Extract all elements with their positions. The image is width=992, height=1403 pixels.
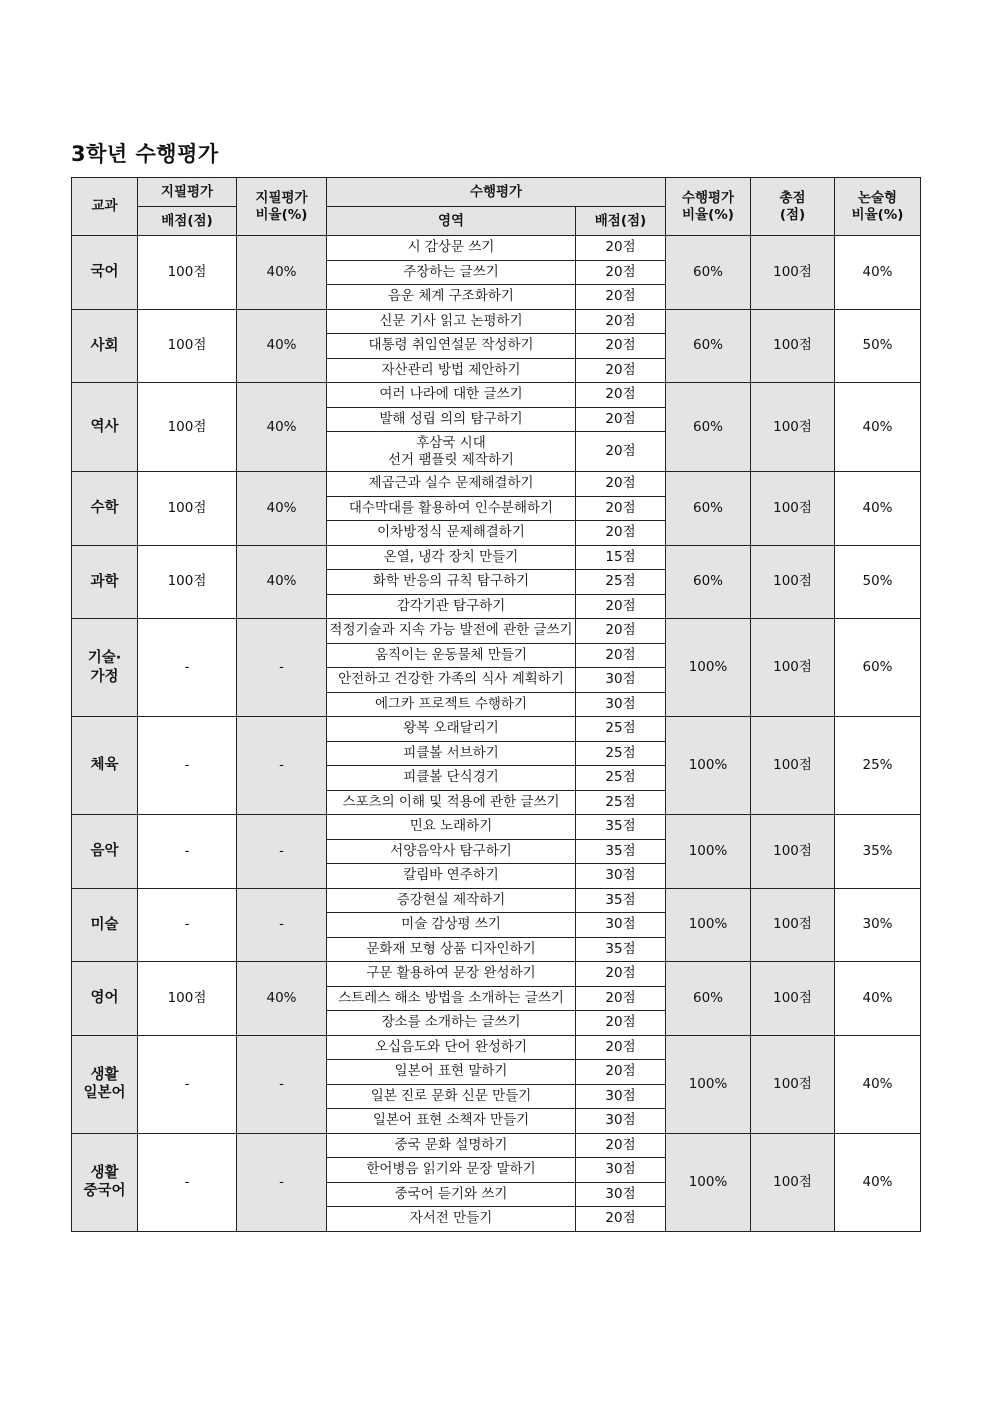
written-ratio: 40%	[237, 472, 327, 546]
subject-name	[72, 472, 138, 546]
essay-ratio: 40%	[835, 962, 921, 1036]
task-area-line: 대통령 취임연설문 작성하기	[368, 337, 534, 354]
task-area-line: 신문 기사 읽고 논평하기	[379, 312, 523, 329]
task-score: 35점	[576, 937, 666, 962]
task-score: 20점	[576, 260, 666, 285]
task-score: 20점	[576, 594, 666, 619]
task-area	[327, 407, 576, 432]
task-score: 20점	[576, 619, 666, 644]
performance-evaluation-table	[71, 177, 921, 1232]
task-area-line: 에그카 프로젝트 수행하기	[374, 695, 528, 712]
perf-ratio: 100%	[666, 619, 751, 717]
subject-name	[72, 815, 138, 889]
task-score: 20점	[576, 1060, 666, 1085]
task-area	[327, 521, 576, 546]
task-area	[327, 334, 576, 359]
total-score: 100점	[751, 236, 835, 310]
subject-name	[72, 619, 138, 717]
written-score: -	[138, 1035, 237, 1133]
task-area-line: 온열, 냉각 장치 만들기	[383, 548, 519, 565]
subject-name-line: 음악	[90, 843, 119, 860]
task-area	[327, 1158, 576, 1183]
header-subject: 교과	[72, 178, 138, 236]
task-score: 30점	[576, 692, 666, 717]
task-score: 20점	[576, 309, 666, 334]
subject-name	[72, 545, 138, 619]
task-area	[327, 358, 576, 383]
written-score: -	[138, 717, 237, 815]
task-area-line: 감각기관 탐구하기	[396, 597, 506, 614]
task-area	[327, 285, 576, 310]
header-written-eval: 지필평가	[138, 178, 237, 207]
written-score: -	[138, 1133, 237, 1231]
essay-ratio: 30%	[835, 888, 921, 962]
perf-ratio: 100%	[666, 1133, 751, 1231]
table-row	[72, 962, 921, 987]
task-area	[327, 1207, 576, 1232]
written-ratio: 40%	[237, 236, 327, 310]
task-area-line: 한어병음 읽기와 문장 말하기	[366, 1161, 536, 1178]
task-score: 20점	[576, 1207, 666, 1232]
task-area	[327, 432, 576, 472]
table-row	[72, 472, 921, 497]
task-score: 25점	[576, 570, 666, 595]
subject-name	[72, 309, 138, 383]
essay-ratio: 40%	[835, 1133, 921, 1231]
header-written-ratio-line2: 비율(%)	[255, 206, 308, 223]
essay-ratio: 25%	[835, 717, 921, 815]
task-score: 25점	[576, 717, 666, 742]
written-score: -	[138, 815, 237, 889]
task-area-line: 대수막대를 활용하여 인수분해하기	[348, 499, 554, 516]
task-area-line: 칼림바 연주하기	[403, 867, 499, 884]
task-area	[327, 766, 576, 791]
subject-name-line: 수학	[90, 500, 119, 517]
header-performance: 수행평가	[327, 178, 666, 207]
task-area-line: 제곱근과 실수 문제해결하기	[368, 475, 534, 492]
page-title: 3학년 수행평가	[71, 142, 219, 166]
table-row	[72, 619, 921, 644]
task-area-line: 증강현실 제작하기	[396, 891, 506, 908]
written-score: 100점	[138, 383, 237, 472]
subject-name-line: 과학	[90, 573, 119, 590]
task-area-line: 주장하는 글쓰기	[403, 263, 499, 280]
task-score: 35점	[576, 815, 666, 840]
task-score: 30점	[576, 1182, 666, 1207]
perf-ratio: 60%	[666, 383, 751, 472]
header-perf-ratio-line1: 수행평가	[681, 189, 735, 206]
header-perf-ratio-line2: 비율(%)	[682, 206, 734, 223]
written-ratio: 40%	[237, 545, 327, 619]
subject-name	[72, 1035, 138, 1133]
subject-name-line: 중국어	[83, 1183, 126, 1199]
task-area	[327, 790, 576, 815]
task-area	[327, 839, 576, 864]
task-area	[327, 913, 576, 938]
task-score: 20점	[576, 407, 666, 432]
total-score: 100점	[751, 309, 835, 383]
task-score: 20점	[576, 472, 666, 497]
subject-name	[72, 717, 138, 815]
perf-ratio: 100%	[666, 815, 751, 889]
task-area	[327, 864, 576, 889]
task-area	[327, 986, 576, 1011]
subject-name-line: 일본어	[83, 1085, 126, 1101]
table-row	[72, 1133, 921, 1158]
perf-ratio: 60%	[666, 545, 751, 619]
written-ratio: -	[237, 619, 327, 717]
essay-ratio: 40%	[835, 383, 921, 472]
header-perf-ratio	[666, 178, 751, 236]
table-row	[72, 236, 921, 261]
task-area	[327, 741, 576, 766]
written-score: -	[138, 619, 237, 717]
written-ratio: 40%	[237, 962, 327, 1036]
task-area	[327, 692, 576, 717]
perf-ratio: 60%	[666, 236, 751, 310]
written-ratio: 40%	[237, 309, 327, 383]
task-area	[327, 570, 576, 595]
table-row	[72, 383, 921, 408]
header-total	[751, 178, 835, 236]
task-area	[327, 1011, 576, 1036]
subject-name-line: 역사	[90, 418, 119, 435]
task-area-line: 스트레스 해소 방법을 소개하는 글쓰기	[338, 989, 564, 1006]
task-area-line: 후삼국 시대	[416, 434, 486, 451]
task-score: 20점	[576, 496, 666, 521]
task-area-line: 일본어 표현 말하기	[394, 1063, 508, 1080]
table-row	[72, 545, 921, 570]
task-score: 35점	[576, 839, 666, 864]
perf-ratio: 60%	[666, 309, 751, 383]
task-area	[327, 888, 576, 913]
subject-name-line: 미술	[90, 916, 119, 933]
subject-name	[72, 236, 138, 310]
header-essay-ratio-line2: 비율(%)	[851, 206, 904, 223]
task-area-line: 구문 활용하여 문장 완성하기	[366, 965, 536, 982]
written-score: 100점	[138, 309, 237, 383]
task-score: 20점	[576, 643, 666, 668]
task-area-line: 이차방정식 문제해결하기	[377, 524, 525, 541]
essay-ratio: 50%	[835, 545, 921, 619]
subject-name-line: 영어	[90, 990, 119, 1007]
subject-name-line: 생활	[90, 1164, 119, 1181]
task-area	[327, 496, 576, 521]
task-area	[327, 594, 576, 619]
task-area-line: 움직이는 운동물체 만들기	[374, 646, 528, 663]
written-score: -	[138, 888, 237, 962]
perf-ratio: 100%	[666, 888, 751, 962]
header-area-score: 배점(점)	[576, 207, 666, 236]
task-area	[327, 937, 576, 962]
header-essay-ratio	[835, 178, 921, 236]
task-area	[327, 1060, 576, 1085]
total-score: 100점	[751, 545, 835, 619]
task-area-line: 중국 문화 설명하기	[394, 1136, 508, 1153]
total-score: 100점	[751, 888, 835, 962]
task-score: 20점	[576, 236, 666, 261]
header-area: 영역	[327, 207, 576, 236]
perf-ratio: 60%	[666, 962, 751, 1036]
task-area	[327, 668, 576, 693]
task-score: 20점	[576, 432, 666, 472]
header-written-score: 배점(점)	[138, 207, 237, 236]
task-area-line: 선거 팸플릿 제작하기	[388, 451, 514, 468]
task-area	[327, 1133, 576, 1158]
essay-ratio: 40%	[835, 236, 921, 310]
task-area-line: 서양음악사 탐구하기	[390, 842, 512, 859]
subject-name-line: 가정	[90, 668, 119, 685]
written-ratio: -	[237, 1133, 327, 1231]
task-score: 30점	[576, 864, 666, 889]
written-score: 100점	[138, 545, 237, 619]
task-area-line: 발해 성립 의의 탐구하기	[379, 410, 523, 427]
task-area	[327, 815, 576, 840]
table-body	[72, 236, 921, 1232]
header-written-ratio	[237, 178, 327, 236]
task-area-line: 음운 체계 구조화하기	[388, 288, 514, 305]
written-ratio: -	[237, 1035, 327, 1133]
subject-name-line: 기술·	[87, 650, 122, 667]
task-score: 20점	[576, 521, 666, 546]
task-score: 25점	[576, 741, 666, 766]
task-area	[327, 643, 576, 668]
task-area	[327, 1035, 576, 1060]
task-score: 20점	[576, 383, 666, 408]
subject-name	[72, 888, 138, 962]
task-score: 30점	[576, 668, 666, 693]
essay-ratio: 40%	[835, 472, 921, 546]
perf-ratio: 100%	[666, 717, 751, 815]
task-area-line: 오십음도와 단어 완성하기	[374, 1038, 528, 1055]
subject-name-line: 체육	[90, 757, 119, 774]
task-score: 15점	[576, 545, 666, 570]
task-score: 20점	[576, 962, 666, 987]
task-area	[327, 962, 576, 987]
essay-ratio: 40%	[835, 1035, 921, 1133]
task-score: 25점	[576, 766, 666, 791]
written-ratio: -	[237, 815, 327, 889]
total-score: 100점	[751, 619, 835, 717]
subject-name-line: 생활	[90, 1066, 119, 1083]
task-area	[327, 472, 576, 497]
total-score: 100점	[751, 472, 835, 546]
total-score: 100점	[751, 717, 835, 815]
task-score: 20점	[576, 334, 666, 359]
task-area-line: 스포츠의 이해 및 적용에 관한 글쓰기	[342, 793, 560, 810]
task-area	[327, 236, 576, 261]
task-score: 20점	[576, 285, 666, 310]
task-score: 30점	[576, 1109, 666, 1134]
task-score: 20점	[576, 1133, 666, 1158]
task-area-line: 미술 감상평 쓰기	[401, 916, 501, 933]
subject-name-line: 사회	[90, 337, 119, 354]
perf-ratio: 60%	[666, 472, 751, 546]
table-row	[72, 815, 921, 840]
header-total-line1: 총점	[779, 189, 806, 206]
task-area-line: 자산관리 방법 제안하기	[381, 361, 521, 378]
total-score: 100점	[751, 1035, 835, 1133]
subject-name	[72, 383, 138, 472]
total-score: 100점	[751, 815, 835, 889]
header-written-ratio-line1: 지필평가	[255, 189, 308, 206]
written-ratio: 40%	[237, 383, 327, 472]
task-area	[327, 1084, 576, 1109]
subject-name-line: 국어	[90, 264, 119, 281]
task-area-line: 안전하고 건강한 가족의 식사 계획하기	[338, 671, 564, 688]
perf-ratio: 100%	[666, 1035, 751, 1133]
task-score: 20점	[576, 1011, 666, 1036]
table-row	[72, 309, 921, 334]
essay-ratio: 50%	[835, 309, 921, 383]
task-area-line: 중국어 듣기와 쓰기	[394, 1185, 508, 1202]
task-area-line: 자서전 만들기	[409, 1210, 493, 1227]
task-area-line: 피클볼 서브하기	[403, 744, 499, 761]
task-area-line: 화학 반응의 규칙 탐구하기	[372, 573, 530, 590]
total-score: 100점	[751, 962, 835, 1036]
task-area	[327, 1182, 576, 1207]
task-score: 25점	[576, 790, 666, 815]
task-score: 20점	[576, 986, 666, 1011]
task-score: 30점	[576, 1084, 666, 1109]
table-row	[72, 888, 921, 913]
total-score: 100점	[751, 1133, 835, 1231]
task-area	[327, 260, 576, 285]
task-score: 35점	[576, 888, 666, 913]
task-score: 30점	[576, 913, 666, 938]
task-score: 20점	[576, 1035, 666, 1060]
task-area-line: 장소를 소개하는 글쓰기	[381, 1014, 521, 1031]
written-score: 100점	[138, 236, 237, 310]
task-area	[327, 619, 576, 644]
task-area-line: 적정기술과 지속 가능 발전에 관한 글쓰기	[329, 622, 573, 639]
task-area-line: 문화재 모형 상품 디자인하기	[366, 940, 536, 957]
task-area-line: 왕복 오래달리기	[403, 720, 499, 737]
subject-name	[72, 1133, 138, 1231]
task-area-line: 여러 나라에 대한 글쓰기	[379, 386, 523, 403]
task-area-line: 일본 진로 문화 신문 만들기	[370, 1087, 532, 1104]
written-score: 100점	[138, 962, 237, 1036]
task-area-line: 일본어 표현 소책자 만들기	[372, 1112, 530, 1129]
task-area	[327, 717, 576, 742]
header-essay-ratio-line1: 논술형	[857, 189, 898, 206]
essay-ratio: 35%	[835, 815, 921, 889]
task-area	[327, 383, 576, 408]
task-score: 30점	[576, 1158, 666, 1183]
written-ratio: -	[237, 888, 327, 962]
header-total-line2: (점)	[779, 206, 806, 223]
written-ratio: -	[237, 717, 327, 815]
task-area-line: 민요 노래하기	[409, 818, 493, 835]
task-area	[327, 309, 576, 334]
task-area	[327, 1109, 576, 1134]
essay-ratio: 60%	[835, 619, 921, 717]
task-area-line: 시 감상문 쓰기	[407, 239, 495, 256]
task-area	[327, 545, 576, 570]
task-area-line: 피클볼 단식경기	[403, 769, 499, 786]
table-row	[72, 1035, 921, 1060]
written-score: 100점	[138, 472, 237, 546]
table-row	[72, 717, 921, 742]
total-score: 100점	[751, 383, 835, 472]
subject-name	[72, 962, 138, 1036]
task-score: 20점	[576, 358, 666, 383]
